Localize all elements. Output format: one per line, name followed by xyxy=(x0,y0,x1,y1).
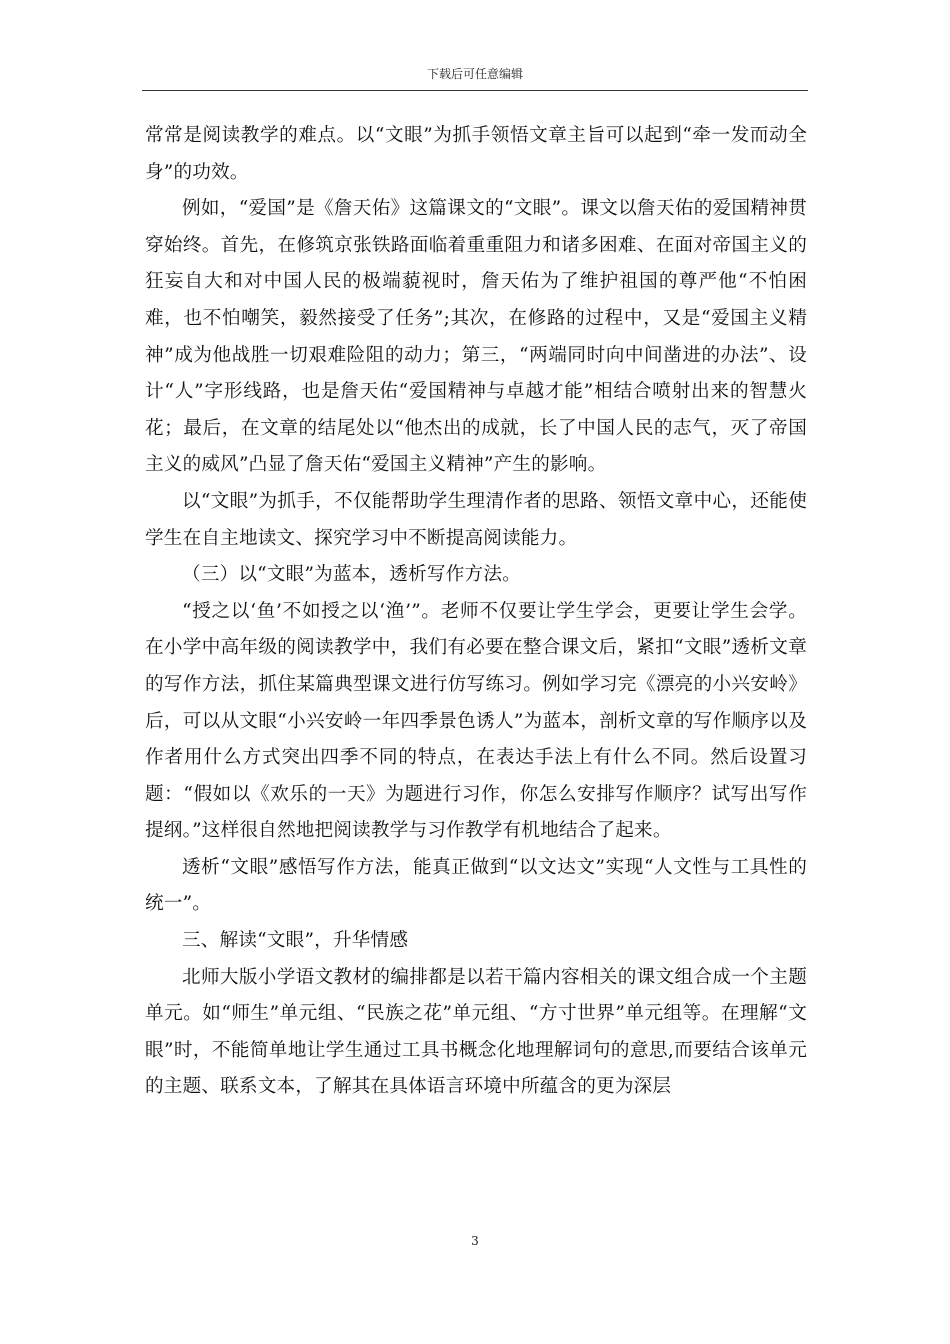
section-heading-three: 三、解读“文眼”，升华情感 xyxy=(182,930,409,952)
page-number: 3 xyxy=(471,1234,479,1248)
paragraph-1: 常常是阅读教学的难点。以“文眼”为抓手领悟文章主旨可以起到“牵一发而动全身”的功效。 xyxy=(145,125,807,183)
paragraph-3: 以“文眼”为抓手，不仅能帮助学生理清作者的思路、领悟文章中心，还能使学生在自主地读文、探究学习中不断提高阅读能力。 xyxy=(145,490,807,549)
page-header: 下载后可任意编辑 xyxy=(426,67,523,81)
paragraph-6: 北师大版小学语文教材的编排都是以若干篇内容相关的课文组合成一个主题单元。如“师生”单元组、“民族之花”单元组、“方寸世界”单元组等。在理解“文眼”时，不能简单地让学生通过工具书概念化地理解词句的意思,而要结合该单元的主题、联系文本，了解其在具体语言环境中所蕴含的更为深层 xyxy=(145,966,807,1098)
paragraph-5: 透析“文眼”感悟写作方法，能真正做到“以文达文”实现“人文性与工具性的统一”。 xyxy=(145,856,807,915)
paragraph-2: 例如，“爱国”是《詹天佑》这篇课文的“文眼”。课文以詹天佑的爱国精神贯穿始终。首先，在修筑京张铁路面临着重重阻力和诸多困难、在面对帝国主义的狂妄自大和对中国人民的极端藐视时，詹天佑为了维护祖国的尊严他“不怕困难，也不怕嘲笑，毅然接受了任务”;其次，在修路的过程中，又是“爱国主义精神”成为他战胜一切艰难险阻的动力；第三，“两端同时向中间凿进的办法”、设计“人”字形线路，也是詹天佑“爱国精神与卓越才能”相结合喷射出来的智慧火花；最后，在文章的结尾处以“他杰出的成就，长了中国人民的志气，灭了帝国主义的威风”凸显了詹天佑“爱国主义精神”产生的影响。 xyxy=(145,198,807,476)
paragraph-4: “授之以‘鱼’不如授之以‘渔’”。老师不仅要让学生学会，更要让学生会学。在小学中高年级的阅读教学中，我们有必要在整合课文后，紧扣“文眼”透析文章的写作方法，抓住某篇典型课文进行仿写练习。例如学习完《漂亮的小兴安岭》后，可以从文眼“小兴安岭一年四季景色诱人”为蓝本，剖析文章的写作顺序以及作者用什么方式突出四季不同的特点，在表达手法上有什么不同。然后设置习题：“假如以《欢乐的一天》为题进行习作，你怎么安排写作顺序？试写出写作提纲。”这样很自然地把阅读教学与习作教学有机地结合了起来。 xyxy=(145,600,807,842)
header-divider xyxy=(142,90,808,91)
section-heading-3: （三）以“文眼”为蓝本，透析写作方法。 xyxy=(182,564,521,586)
page-body xyxy=(145,118,807,1106)
